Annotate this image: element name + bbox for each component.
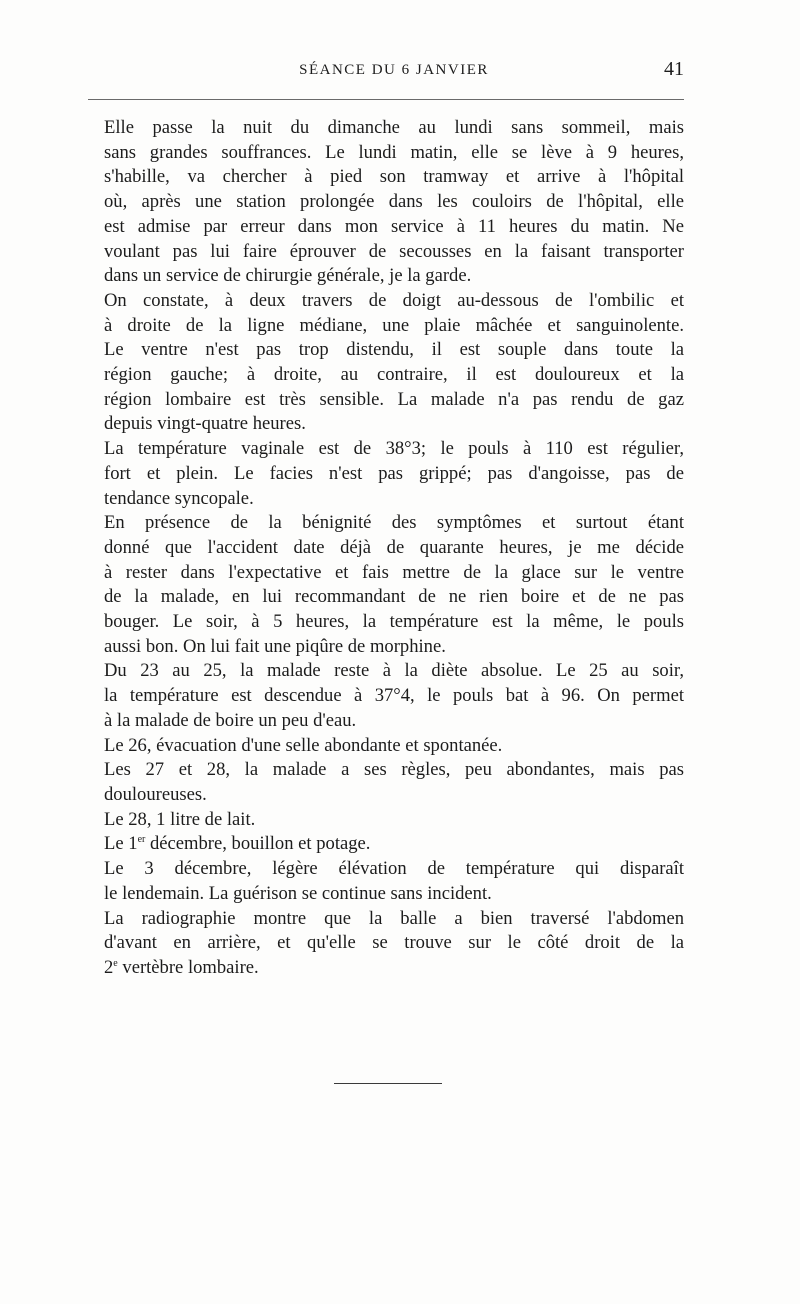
text-line: s'habille, va chercher à pied son tramway et arrive à l'hôpital — [104, 166, 684, 188]
paragraph-11 — [104, 907, 684, 981]
text-line: En présence de la bénignité des symptômes et surtout étant — [104, 512, 684, 534]
superscript: er — [137, 834, 146, 846]
text-line: est admise par erreur dans mon service à 11 heures du matin. Ne — [104, 215, 684, 237]
text-line: région lombaire est très sensible. La malade n'a pas rendu de gaz — [104, 388, 684, 410]
text-line: Elle passe la nuit du dimanche au lundi sans sommeil, mais — [104, 117, 684, 138]
text-line: à droite de la ligne médiane, une plaie mâchée et sanguinolente. — [104, 314, 684, 336]
header-title: SÉANCE DU 6 JANVIER — [299, 62, 489, 78]
paragraph-4 — [104, 511, 684, 659]
paragraph-6 — [104, 734, 684, 759]
text-line: d'avant en arrière, et qu'elle se trouve sur le côté droit de la — [104, 932, 684, 954]
text-line: la température est descendue à 37°4, le pouls bat à 96. On permet — [104, 685, 684, 707]
text-line: tendance syncopale. — [104, 487, 254, 509]
paragraph-9 — [104, 832, 684, 857]
text-line — [104, 832, 684, 857]
text-fragment: Le 1 — [104, 833, 138, 855]
text-line: fort et plein. Le facies n'est pas grippé; pas d'angoisse, pas de — [104, 462, 684, 484]
text-line: voulant pas lui faire éprouver de secousses en la faisant transporter — [104, 240, 684, 262]
paragraph-7 — [104, 758, 684, 807]
text-line: Le ventre n'est pas trop distendu, il est souple dans toute la — [104, 339, 684, 361]
text-line: Le 26, évacuation d'une selle abondante et spontanée. — [104, 734, 503, 756]
text-line: de la malade, en lui recommandant de ne rien boire et de ne pas — [104, 586, 684, 608]
text-fragment: 2 — [104, 956, 114, 978]
paragraph-2 — [104, 289, 684, 437]
paragraph-3 — [104, 437, 684, 511]
text-line: sans grandes souffrances. Le lundi matin, elle se lève à 9 heures, — [104, 141, 684, 163]
text-line — [104, 956, 684, 981]
text-line: dans un service de chirurgie générale, je la garde. — [104, 265, 472, 287]
text-line: donné que l'accident date déjà de quarante heures, je me décide — [104, 536, 684, 558]
header-rule — [88, 99, 684, 100]
end-rule — [334, 1083, 442, 1084]
text-line: le lendemain. La guérison se continue sans incident. — [104, 882, 492, 904]
running-header — [104, 58, 684, 84]
text-fragment: décembre, bouillon et potage. — [145, 833, 371, 855]
superscript: e — [113, 957, 118, 969]
page-number: 41 — [664, 58, 684, 80]
paragraph-10 — [104, 857, 684, 906]
text-fragment: vertèbre lombaire. — [117, 956, 259, 978]
text-line: région gauche; à droite, au contraire, il est douloureux et la — [104, 364, 684, 386]
text-line: La radiographie montre que la balle a bien traversé l'abdomen — [104, 907, 684, 929]
text-line: Le 3 décembre, légère élévation de température qui disparaît — [104, 858, 684, 880]
text-line: aussi bon. On lui fait une piqûre de morphine. — [104, 635, 446, 657]
paragraph-1 — [104, 116, 684, 289]
text-line: Le 28, 1 litre de lait. — [104, 808, 256, 830]
text-line: à rester dans l'expectative et fais mettre de la glace sur le ventre — [104, 561, 684, 583]
text-line: depuis vingt-quatre heures. — [104, 413, 306, 435]
text-line: à la malade de boire un peu d'eau. — [104, 709, 357, 731]
body-text — [104, 116, 684, 981]
text-line: On constate, à deux travers de doigt au-dessous de l'ombilic et — [104, 289, 684, 311]
text-line: douloureuses. — [104, 783, 207, 805]
paragraph-8 — [104, 808, 684, 833]
paragraph-5 — [104, 659, 684, 733]
text-line: bouger. Le soir, à 5 heures, la température est la même, le pouls — [104, 611, 684, 633]
text-line: La température vaginale est de 38°3; le pouls à 110 est régulier, — [104, 438, 684, 460]
text-line: Du 23 au 25, la malade reste à la diète absolue. Le 25 au soir, — [104, 660, 684, 682]
text-line: où, après une station prolongée dans les couloirs de l'hôpital, elle — [104, 191, 684, 213]
text-line: Les 27 et 28, la malade a ses règles, peu abondantes, mais pas — [104, 759, 684, 781]
